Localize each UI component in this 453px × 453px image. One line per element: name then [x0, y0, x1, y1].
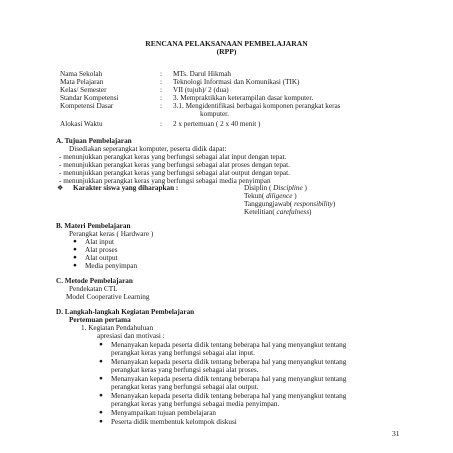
info-label-school: Nama Sekolah: [60, 70, 103, 78]
info-label-class: Kelas/ Semester: [60, 86, 107, 94]
document-title: RENCANA PELAKSANAAN PEMBELAJARAN: [145, 39, 308, 48]
section-a-heading: A. Tujuan Pembelajaran: [56, 137, 132, 145]
section-d-item-line: Menanyakan kepada peserta didik tentang beberapa hal yang menyangkut tentang: [111, 375, 347, 383]
info-value-school: MTs. Darul Hikmah: [173, 70, 231, 78]
bullet-icon: ●: [99, 375, 103, 382]
section-a-item: - menunjukkan perangkat keras yang berfungsi sebagai media penyimpan: [59, 177, 271, 185]
info-colon: :: [160, 78, 162, 86]
karakter-item: Disiplin ( Discipline ): [244, 184, 307, 192]
karakter-item: Ketelitian( carefulness): [244, 208, 312, 216]
section-a-intro: Disediakan seperangkat komputer, peserta didik dapat:: [69, 145, 227, 153]
section-d-item-line: Menanyakan kepada peserta didik tentang beberapa hal yang menyangkut tentang: [111, 392, 347, 400]
section-c-line: Pendekatan CTL: [69, 285, 118, 293]
info-value-subject: Teknologi Informasi dan Komunikasi (TIK): [173, 78, 300, 86]
section-d-step: 1. Kegiatan Pendahuluan: [81, 324, 154, 332]
info-value-standard: 3. Mempraktikkan keterampilan dasar komputer.: [173, 94, 314, 102]
bullet-icon: ●: [99, 341, 103, 348]
section-d-item-line: Menanyakan kepada peserta didik tentang beberapa hal yang menyangkut tentang: [111, 358, 347, 366]
bullet-icon: ●: [99, 409, 103, 416]
section-d-item-line: perangkat keras yang berfungsi sebagai media penyimpan.: [111, 400, 280, 408]
info-colon: :: [160, 86, 162, 94]
diamond-bullet-icon: ❖: [57, 184, 64, 192]
section-d-item-line: Peserta didik membentuk kelompok diskusi: [111, 418, 237, 426]
section-b-heading: B. Materi Pembelajaran: [56, 222, 131, 230]
info-value-competency: 3.1. Mengidentifikasi berbagai komponen perangkat keras: [173, 102, 341, 110]
info-label-competency: Kompetensi Dasar: [60, 102, 114, 110]
section-b-item: Media penyimpan: [85, 262, 138, 270]
section-d-item-line: perangkat keras yang berfungsi sebagai alat output.: [111, 383, 259, 391]
document-subtitle: (RPP): [216, 47, 237, 56]
info-label-time: Alokasi Waktu: [60, 120, 103, 128]
info-colon: :: [160, 94, 162, 102]
section-a-item: - menunjukkan perangkat keras yang berfungsi sebagai alat output dengan tepat.: [59, 169, 290, 177]
section-b-item: Alat output: [85, 254, 118, 262]
info-colon: :: [160, 70, 162, 78]
info-colon: :: [160, 120, 162, 128]
info-value-time: 2 x pertemuan ( 2 x 40 menit ): [173, 120, 261, 128]
karakter-heading: Karakter siswa yang diharapkan :: [73, 184, 179, 192]
karakter-item: Tekun( diligence ): [244, 192, 297, 200]
section-d-apersepsi: apresiasi dan motivasi :: [97, 332, 165, 340]
bullet-icon: ●: [99, 418, 103, 425]
section-d-item-line: Menanyakan kepada peserta didik tentang beberapa hal yang menyangkut tentang: [111, 341, 347, 349]
page-number: 31: [392, 429, 400, 438]
section-a-item: - menunjukkan perangkat keras yang berfungsi sebagai alat input dengan tepat.: [59, 153, 287, 161]
section-a-item: - menunjukkan perangkat keras yang berfungsi sebagai alat proses dengan tepat.: [59, 161, 290, 169]
section-d-subheading: Pertemuan pertama: [69, 316, 131, 324]
section-b-item: Alat input: [85, 238, 114, 246]
karakter-item: Tanggungjawab( responsibility): [244, 200, 336, 208]
section-d-item-line: perangkat keras yang berfungsi sebagai alat proses.: [111, 366, 259, 374]
section-d-heading: D. Langkah-langkah Kegiatan Pembelajaran: [56, 308, 195, 316]
bullet-icon: ●: [73, 254, 77, 261]
bullet-icon: ●: [73, 238, 77, 245]
info-value-class: VII (tujuh)/ 2 (dua): [173, 86, 229, 94]
bullet-icon: ●: [73, 246, 77, 253]
section-b-item: Alat proses: [85, 246, 118, 254]
info-label-subject: Mata Pelajaran: [60, 78, 104, 86]
section-c-heading: C. Metode Pembelajaran: [56, 277, 133, 285]
section-d-item-line: perangkat keras yang berfungsi sebagai alat input.: [111, 349, 255, 357]
bullet-icon: ●: [99, 392, 103, 399]
section-b-intro: Perangkat keras ( Hardware ): [69, 230, 154, 238]
info-value-competency-cont: komputer.: [200, 110, 229, 118]
bullet-icon: ●: [73, 262, 77, 269]
section-c-line: Model Cooperative Learning: [66, 293, 150, 301]
bullet-icon: ●: [99, 358, 103, 365]
info-colon: :: [160, 102, 162, 110]
info-label-standard: Standar Kompetensi: [60, 94, 119, 102]
section-d-item-line: Menyampaikan tujuan pembelajaran: [111, 409, 216, 417]
